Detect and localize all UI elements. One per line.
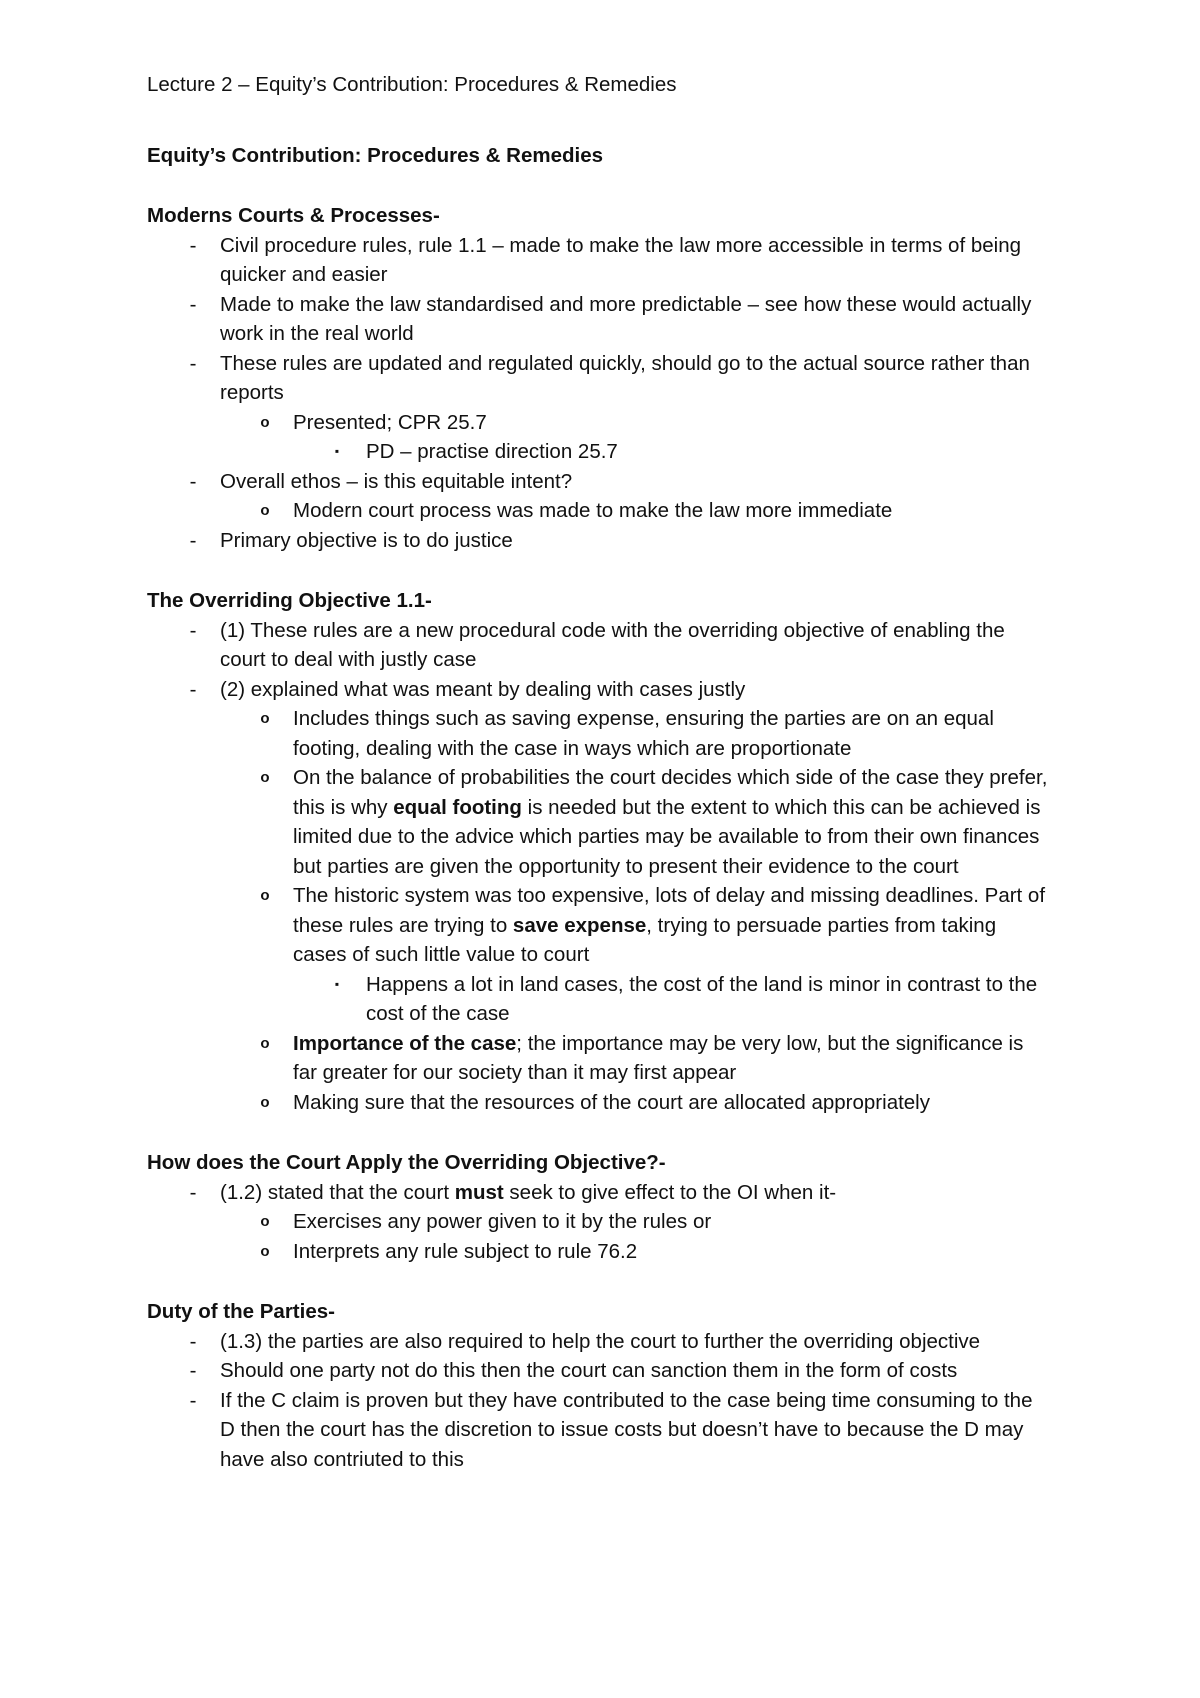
bullet-marker-icon: - <box>189 528 197 552</box>
bullet-marker-icon: - <box>189 233 197 257</box>
item-text: , trying to persuade parties from taking cases of such little value to court <box>293 913 997 966</box>
item-text: Should one party not do this then the court can sanction them in the form of costs <box>220 1359 958 1382</box>
item-text: Overall ethos – is this equitable intent? <box>220 469 573 493</box>
list-item <box>147 1356 1050 1386</box>
item-text: Making sure that the resources of the court are allocated appropriately <box>293 1090 930 1114</box>
emphasis-text: save expense <box>512 913 647 937</box>
list-item <box>147 408 1050 438</box>
bullet-marker-icon: o <box>260 1034 270 1052</box>
bullet-marker-icon: o <box>260 1242 270 1260</box>
list-item <box>147 675 1050 705</box>
item-text: Exercises any power given to it by the rules or <box>293 1210 712 1233</box>
list-item <box>147 1386 1050 1475</box>
section <box>147 1297 1050 1474</box>
bullet-marker-icon: - <box>189 1329 197 1353</box>
list-item <box>147 290 1050 349</box>
item-text: (1.3) the parties are also required to help the court to further the overriding objective <box>220 1329 981 1353</box>
list-item <box>147 1207 1050 1237</box>
bullet-marker-icon: o <box>260 1093 270 1111</box>
item-text: Interprets any rule subject to rule 76.2 <box>293 1239 638 1263</box>
item-text: Primary objective is to do justice <box>220 528 513 552</box>
bullet-marker-icon: o <box>260 1213 270 1230</box>
bullet-list <box>147 616 1050 1118</box>
bullet-marker-icon: - <box>189 1359 197 1382</box>
list-item <box>147 496 1050 526</box>
item-text: PD – practise direction 25.7 <box>366 440 618 463</box>
list-item <box>147 526 1050 556</box>
document-title: Lecture 2 – Equity’s Contribution: Procedures & Remedies <box>147 73 677 96</box>
list-item <box>147 881 1050 970</box>
bullet-marker-icon: ▪ <box>334 976 340 991</box>
section-heading: Moderns Courts & Processes- <box>147 204 440 227</box>
list-item <box>147 763 1050 881</box>
emphasis-text: Importance of the case <box>293 1031 517 1055</box>
bullet-marker-icon: o <box>260 710 270 727</box>
bullet-list <box>147 1178 1050 1267</box>
list-item <box>147 616 1050 675</box>
bullet-marker-icon: - <box>189 618 197 642</box>
list-item <box>147 1029 1050 1088</box>
item-text: On the balance of probabilities the court decides which side of the case they prefer, this is why <box>293 766 1048 819</box>
bullet-marker-icon: - <box>189 1180 197 1204</box>
list-item <box>147 467 1050 497</box>
section <box>147 201 1050 555</box>
sections-container <box>147 201 1050 1474</box>
section-heading: How does the Court Apply the Overriding Objective?- <box>147 1151 666 1174</box>
item-text: If the C claim is proven but they have contributed to the case being time consuming to the D then the court has the discretion to issue costs but doesn’t have to because the D may have also contriuted to this <box>220 1388 1033 1471</box>
bullet-marker-icon: - <box>189 1388 197 1412</box>
section <box>147 1148 1050 1266</box>
item-text: These rules are updated and regulated quickly, should go to the actual source rather than reports <box>220 351 1030 404</box>
item-text: Modern court process was made to make the law more immediate <box>293 499 893 522</box>
bullet-list <box>147 1327 1050 1475</box>
section-heading: The Overriding Objective 1.1- <box>147 589 432 612</box>
item-text: Made to make the law standardised and more predictable – see how these would actually work in the real world <box>220 292 1032 345</box>
item-text: (1.2) stated that the court <box>220 1180 455 1204</box>
section-heading: Duty of the Parties- <box>147 1300 335 1323</box>
bullet-marker-icon: o <box>260 887 270 904</box>
list-item <box>147 1178 1050 1208</box>
item-text: (1) These rules are a new procedural code with the overriding objective of enabling the court to deal with justly case <box>220 618 1005 671</box>
list-item <box>147 231 1050 290</box>
bullet-marker-icon: ▪ <box>334 444 340 458</box>
emphasis-text: must <box>454 1180 504 1204</box>
section <box>147 586 1050 1117</box>
list-item <box>147 704 1050 763</box>
bullet-marker-icon: - <box>189 292 197 316</box>
bullet-list <box>147 231 1050 556</box>
list-item <box>147 437 1050 467</box>
emphasis-text: equal footing <box>393 795 522 819</box>
item-text: The historic system was too expensive, lots of delay and missing deadlines. Part of these rules are trying to <box>293 884 1046 937</box>
bullet-marker-icon: o <box>260 502 270 519</box>
item-text: Civil procedure rules, rule 1.1 – made to make the law more accessible in terms of being quicker and easier <box>220 233 1022 286</box>
list-item <box>147 349 1050 408</box>
bullet-marker-icon: - <box>189 677 197 701</box>
list-item <box>147 1327 1050 1357</box>
document-heading: Equity’s Contribution: Procedures & Remedies <box>147 143 604 167</box>
item-text: is needed but the extent to which this can be achieved is limited due to the advice which parties may be available to from their own finances but parties are given the opportunity to present their evidence to the court <box>293 795 1041 878</box>
item-text: (2) explained what was meant by dealing with cases justly <box>220 677 746 701</box>
bullet-marker-icon: - <box>189 351 197 375</box>
item-text: Includes things such as saving expense, ensuring the parties are on an equal footing, dealing with the case in ways which are proportionate <box>293 707 994 760</box>
bullet-marker-icon: - <box>189 469 197 493</box>
item-text: ; the importance may be very low, but the significance is far greater for our society than it may first appear <box>293 1031 1024 1084</box>
list-item <box>147 970 1050 1029</box>
item-text: Presented; CPR 25.7 <box>293 410 487 434</box>
list-item <box>147 1088 1050 1118</box>
item-text: Happens a lot in land cases, the cost of the land is minor in contrast to the cost of the case <box>366 972 1038 1025</box>
list-item <box>147 1237 1050 1267</box>
bullet-marker-icon: o <box>260 769 270 786</box>
item-text: seek to give effect to the OI when it- <box>503 1180 837 1204</box>
bullet-marker-icon: o <box>260 413 270 431</box>
